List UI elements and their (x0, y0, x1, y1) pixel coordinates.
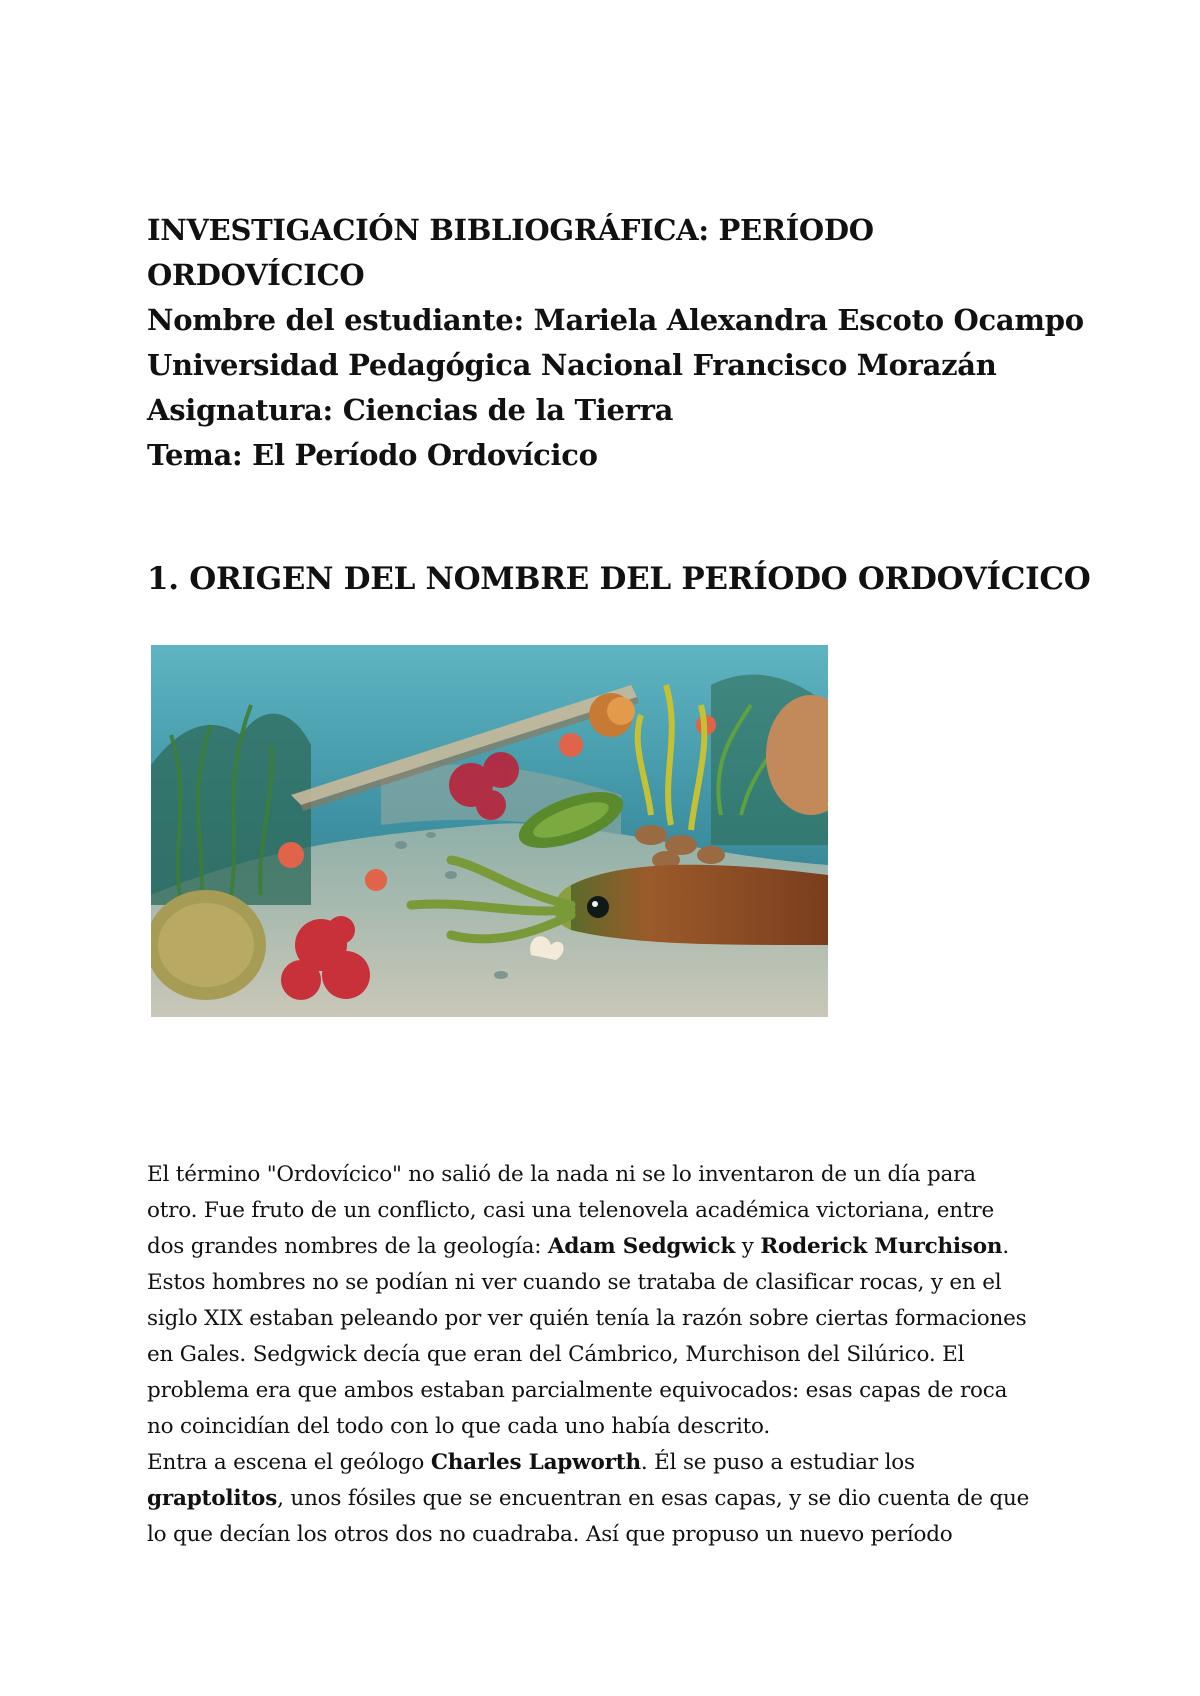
ordovician-seafloor-illustration (151, 645, 828, 1017)
student-name: Nombre del estudiante: Mariela Alexandra Escoto Ocampo (147, 303, 1084, 337)
paragraph-1 (147, 1157, 1077, 1445)
paragraph-1-line-8: no coincidían del todo con lo que cada uno había descrito. (147, 1414, 771, 1439)
paragraph-2-line-2 (147, 1481, 1077, 1517)
university-name: Universidad Pedagógica Nacional Francisco Morazán (147, 348, 997, 382)
paragraph-1-line-7: problema era que ambos estaban parcialmente equivocados: esas capas de roca (147, 1378, 1008, 1403)
text-run: dos grandes nombres de la geología: (147, 1234, 548, 1259)
subject-name: Asignatura: Ciencias de la Tierra (147, 393, 674, 427)
bold-name-sedgwick: Adam Sedgwick (547, 1234, 736, 1259)
text-run: y (735, 1234, 761, 1259)
bold-name-murchison: Roderick Murchison (760, 1234, 1003, 1259)
document-title-line-2: ORDOVÍCICO (147, 258, 365, 292)
document-header (147, 208, 1107, 478)
topic-name: Tema: El Período Ordovícico (147, 438, 598, 472)
text-run: . Él se puso a estudiar los (640, 1450, 915, 1475)
paragraph-1-line-6: en Gales. Sedgwick decía que eran del Cámbrico, Murchison del Silúrico. El (147, 1342, 965, 1367)
paragraph-1-line-3 (147, 1229, 1077, 1265)
document-title-line-1: INVESTIGACIÓN BIBLIOGRÁFICA: PERÍODO (147, 213, 874, 247)
paragraph-2-line-3: lo que decían los otros dos no cuadraba. Así que propuso un nuevo período (147, 1522, 953, 1547)
body-text (147, 1157, 1077, 1553)
paragraph-1-line-4: Estos hombres no se podían ni ver cuando se trataba de clasificar rocas, y en el (147, 1270, 1002, 1295)
text-run: Entra a escena el geólogo (147, 1450, 431, 1475)
bold-term-graptolitos: graptolitos (147, 1486, 278, 1511)
text-run: , unos fósiles que se encuentran en esas capas, y se dio cuenta de que (277, 1486, 1030, 1511)
paragraph-1-line-1: El término "Ordovícico" no salió de la nada ni se lo inventaron de un día para (147, 1162, 976, 1187)
paragraph-2-line-1 (147, 1445, 1077, 1481)
bold-name-lapworth: Charles Lapworth (430, 1450, 641, 1475)
paragraph-2 (147, 1445, 1077, 1553)
text-run: . (1002, 1234, 1009, 1259)
section-1-heading: 1. ORIGEN DEL NOMBRE DEL PERÍODO ORDOVÍCICO (147, 561, 1091, 597)
paragraph-1-line-2: otro. Fue fruto de un conflicto, casi una telenovela académica victoriana, entre (147, 1198, 994, 1223)
paragraph-1-line-5: siglo XIX estaban peleando por ver quién tenía la razón sobre ciertas formaciones (147, 1306, 1027, 1331)
